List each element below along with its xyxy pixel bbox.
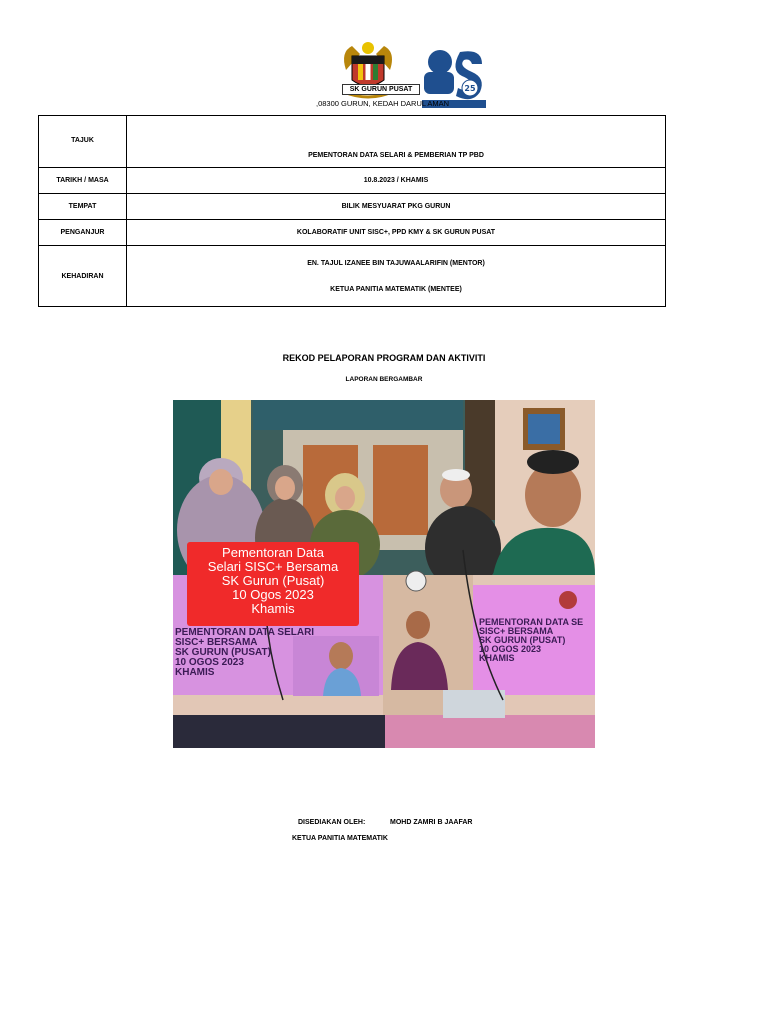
program-info-table <box>38 115 666 307</box>
svg-text:25: 25 <box>464 84 476 93</box>
row-value: BILIK MESYUARAT PKG GURUN <box>127 194 666 220</box>
table-row <box>39 168 666 194</box>
prepared-by-name: MOHD ZAMRI B JAAFAR <box>390 819 473 826</box>
row-value: PEMENTORAN DATA SELARI & PEMBERIAN TP PBD <box>127 116 666 168</box>
projection-line: KHAMIS <box>175 667 215 678</box>
projection-line: 10 OGOS 2023 <box>175 657 244 668</box>
projection-text-right <box>479 618 583 663</box>
row-label: TARIKH / MASA <box>39 168 127 194</box>
overlay-line: 10 Ogos 2023 <box>232 587 314 602</box>
section-subtitle: LAPORAN BERGAMBAR <box>345 376 423 383</box>
projection-line: PEMENTORAN DATA SE <box>479 617 584 627</box>
projection-text-left <box>175 628 314 678</box>
row-label: TEMPAT <box>39 194 127 220</box>
school-name-banner: SK GURUN PUSAT <box>342 84 420 95</box>
row-value <box>127 246 666 307</box>
section-title: REKOD PELAPORAN PROGRAM DAN AKTIVITI <box>282 353 486 363</box>
preparer-position: KETUA PANITIA MATEMATIK <box>292 835 388 842</box>
row-label: KEHADIRAN <box>39 246 127 307</box>
row-value: 10.8.2023 / KHAMIS <box>127 168 666 194</box>
row-value: KOLABORATIF UNIT SISC+, PPD KMY & SK GURUN PUSAT <box>127 220 666 246</box>
projection-line: SISC+ BERSAMA <box>479 626 554 636</box>
attendee-line: EN. TAJUL IZANEE BIN TAJUWAALARIFIN (MENTOR) <box>307 259 485 267</box>
table-row <box>39 194 666 220</box>
projection-line: SK GURUN (PUSAT) <box>175 647 271 658</box>
overlay-line: Selari SISC+ Bersama <box>207 559 339 574</box>
projection-line: 10 OGOS 2023 <box>479 644 542 654</box>
school-address: ,08300 GURUN, KEDAH DARUL AMAN <box>316 99 450 108</box>
table-row <box>39 246 666 307</box>
row-label: TAJUK <box>39 116 127 168</box>
projection-line: PEMENTORAN DATA SELARI <box>175 627 315 638</box>
activity-photo-collage <box>173 400 595 748</box>
attendee-line: KETUA PANITIA MATEMATIK (MENTEE) <box>330 285 462 293</box>
row-label: PENGANJUR <box>39 220 127 246</box>
projection-line: KHAMIS <box>479 653 515 663</box>
projection-line: SISC+ BERSAMA <box>175 637 258 648</box>
overlay-line: SK Gurun (Pusat) <box>221 573 325 588</box>
overlay-line: Khamis <box>251 601 295 616</box>
projection-line: SK GURUN (PUSAT) <box>479 635 566 645</box>
table-row <box>39 116 666 168</box>
coat-of-arms-logo <box>338 40 398 106</box>
overlay-line: Pementoran Data <box>222 545 324 560</box>
prepared-by-label: DISEDIAKAN OLEH: <box>298 819 366 826</box>
table-row <box>39 220 666 246</box>
event-caption-overlay <box>187 542 359 626</box>
